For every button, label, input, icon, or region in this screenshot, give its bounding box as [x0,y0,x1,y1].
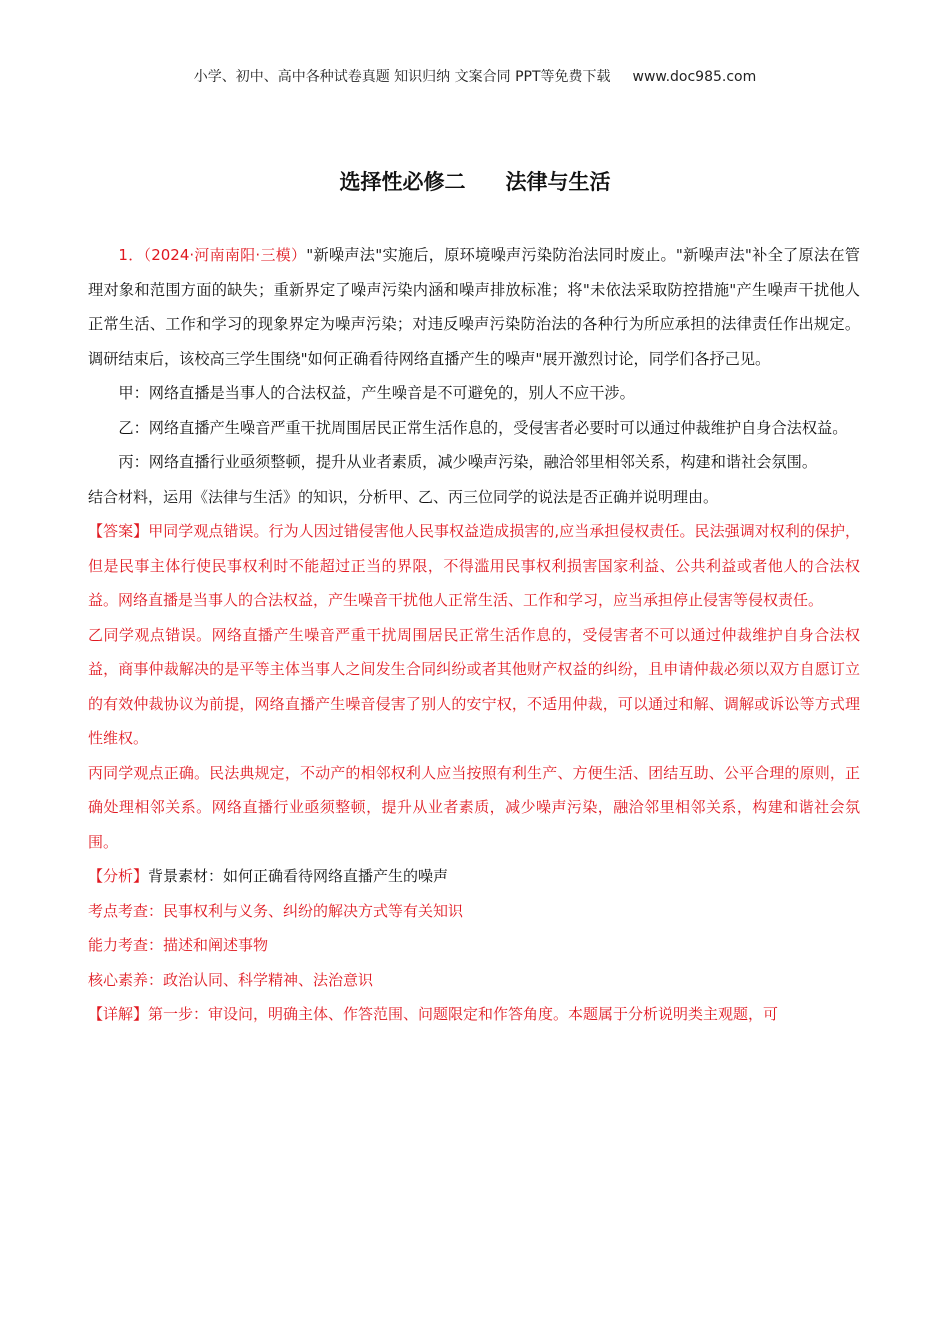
title-part2: 法律与生活 [505,170,611,194]
header-url[interactable]: www.doc985.com [632,69,757,85]
answer-paragraph-1 [88,514,860,618]
question-stem-paragraph [88,238,860,376]
header-text: 小学、初中、高中各种试卷真题 知识归纳 文案合同 PPT等免费下载 [193,69,611,85]
analysis-kaodian: 考点考查：民事权利与义务、纠纷的解决方式等有关知识 [88,901,464,920]
detail-label: 【详解】 [88,1005,149,1023]
detail-paragraph [88,997,860,1032]
opinion-jia: 甲：网络直播是当事人的合法权益，产生噪音是不可避免的，别人不应干涉。 [118,384,635,402]
answer-paragraph-2: 乙同学观点错误。网络直播产生噪音严重干扰周围居民正常生活作息的，受侵害者不可以通过仲裁维护自身合法权益，商事仲裁解决的是平等主体当事人之间发生合同纠纷或者其他财产权益的纠纷，且申请仲裁必须以双方自愿订立的有效仲裁协议为前提，网络直播产生噪音侵害了别人的安宁权，不适用仲裁，可以通过和解、调解或诉讼等方式理性维权。 [88,625,860,747]
question-number: 1． [118,246,144,264]
opinion-bing: 丙：网络直播行业亟须整顿，提升从业者素质，减少噪声污染，融洽邻里相邻关系，构建和谐社会氛围。 [118,453,818,471]
analysis-nengli: 能力考查：描述和阐述事物 [88,936,269,954]
analysis-background-text: 背景素材：如何正确看待网络直播产生的噪声 [148,867,449,885]
page-title [0,166,950,196]
detail-text: 第一步：审设问，明确主体、作答范围、问题限定和作答角度。本题属于分析说明类主观题，可 [148,1005,779,1023]
answer-paragraph-3: 丙同学观点正确。民法典规定，不动产的相邻权利人应当按照有利生产、方便生活、团结互助、公平合理的原则，正确处理相邻关系。网络直播行业亟须整顿，提升从业者素质，减少噪声污染，融洽邻里相邻关系，构建和谐社会氛围。 [88,763,860,851]
question-source: （2024·河南南阳·三模） [143,246,307,264]
question-stem: "新噪声法"实施后，原环境噪声污染防治法同时废止。"新噪声法"补全了原法在管理对象和范围方面的缺失；重新界定了噪声污染内涵和噪声排放标准；将"未依法采取防控措施"产生噪声干扰他人正常生活、工作和学习的现象界定为噪声污染；对违反噪声污染防治法的各种行为所应承担的法律责任作出规定。调研结束后，该校高三学生围绕"如何正确看待网络直播产生的噪声"展开激烈讨论，同学们各抒己见。 [88,246,860,368]
answer-text-1: 甲同学观点错误。行为人因过错侵害他人民事权益造成损害的,应当承担侵权责任。民法强调对权利的保护，但是民事主体行使民事权利时不能超过正当的界限，不得滥用民事权利损害国家利益、公共利益或者他人的合法权益。网络直播是当事人的合法权益，产生噪音干扰他人正常生活、工作和学习，应当承担停止侵害等侵权责任。 [88,522,860,609]
analysis-suyang: 核心素养：政治认同、科学精神、法治意识 [88,970,374,989]
page-header [0,66,950,86]
question-content [88,238,860,1032]
opinion-yi: 乙：网络直播产生噪音严重干扰周围居民正常生活作息的，受侵害者必要时可以通过仲裁维护自身合法权益。 [118,418,848,437]
analysis-label: 【分析】 [88,867,149,885]
answer-label: 【答案】 [88,522,149,540]
question-task: 结合材料，运用《法律与生活》的知识，分析甲、乙、丙三位同学的说法是否正确并说明理由。 [88,487,719,506]
title-part1: 选择性必修二 [339,170,466,194]
analysis-background [88,859,860,894]
